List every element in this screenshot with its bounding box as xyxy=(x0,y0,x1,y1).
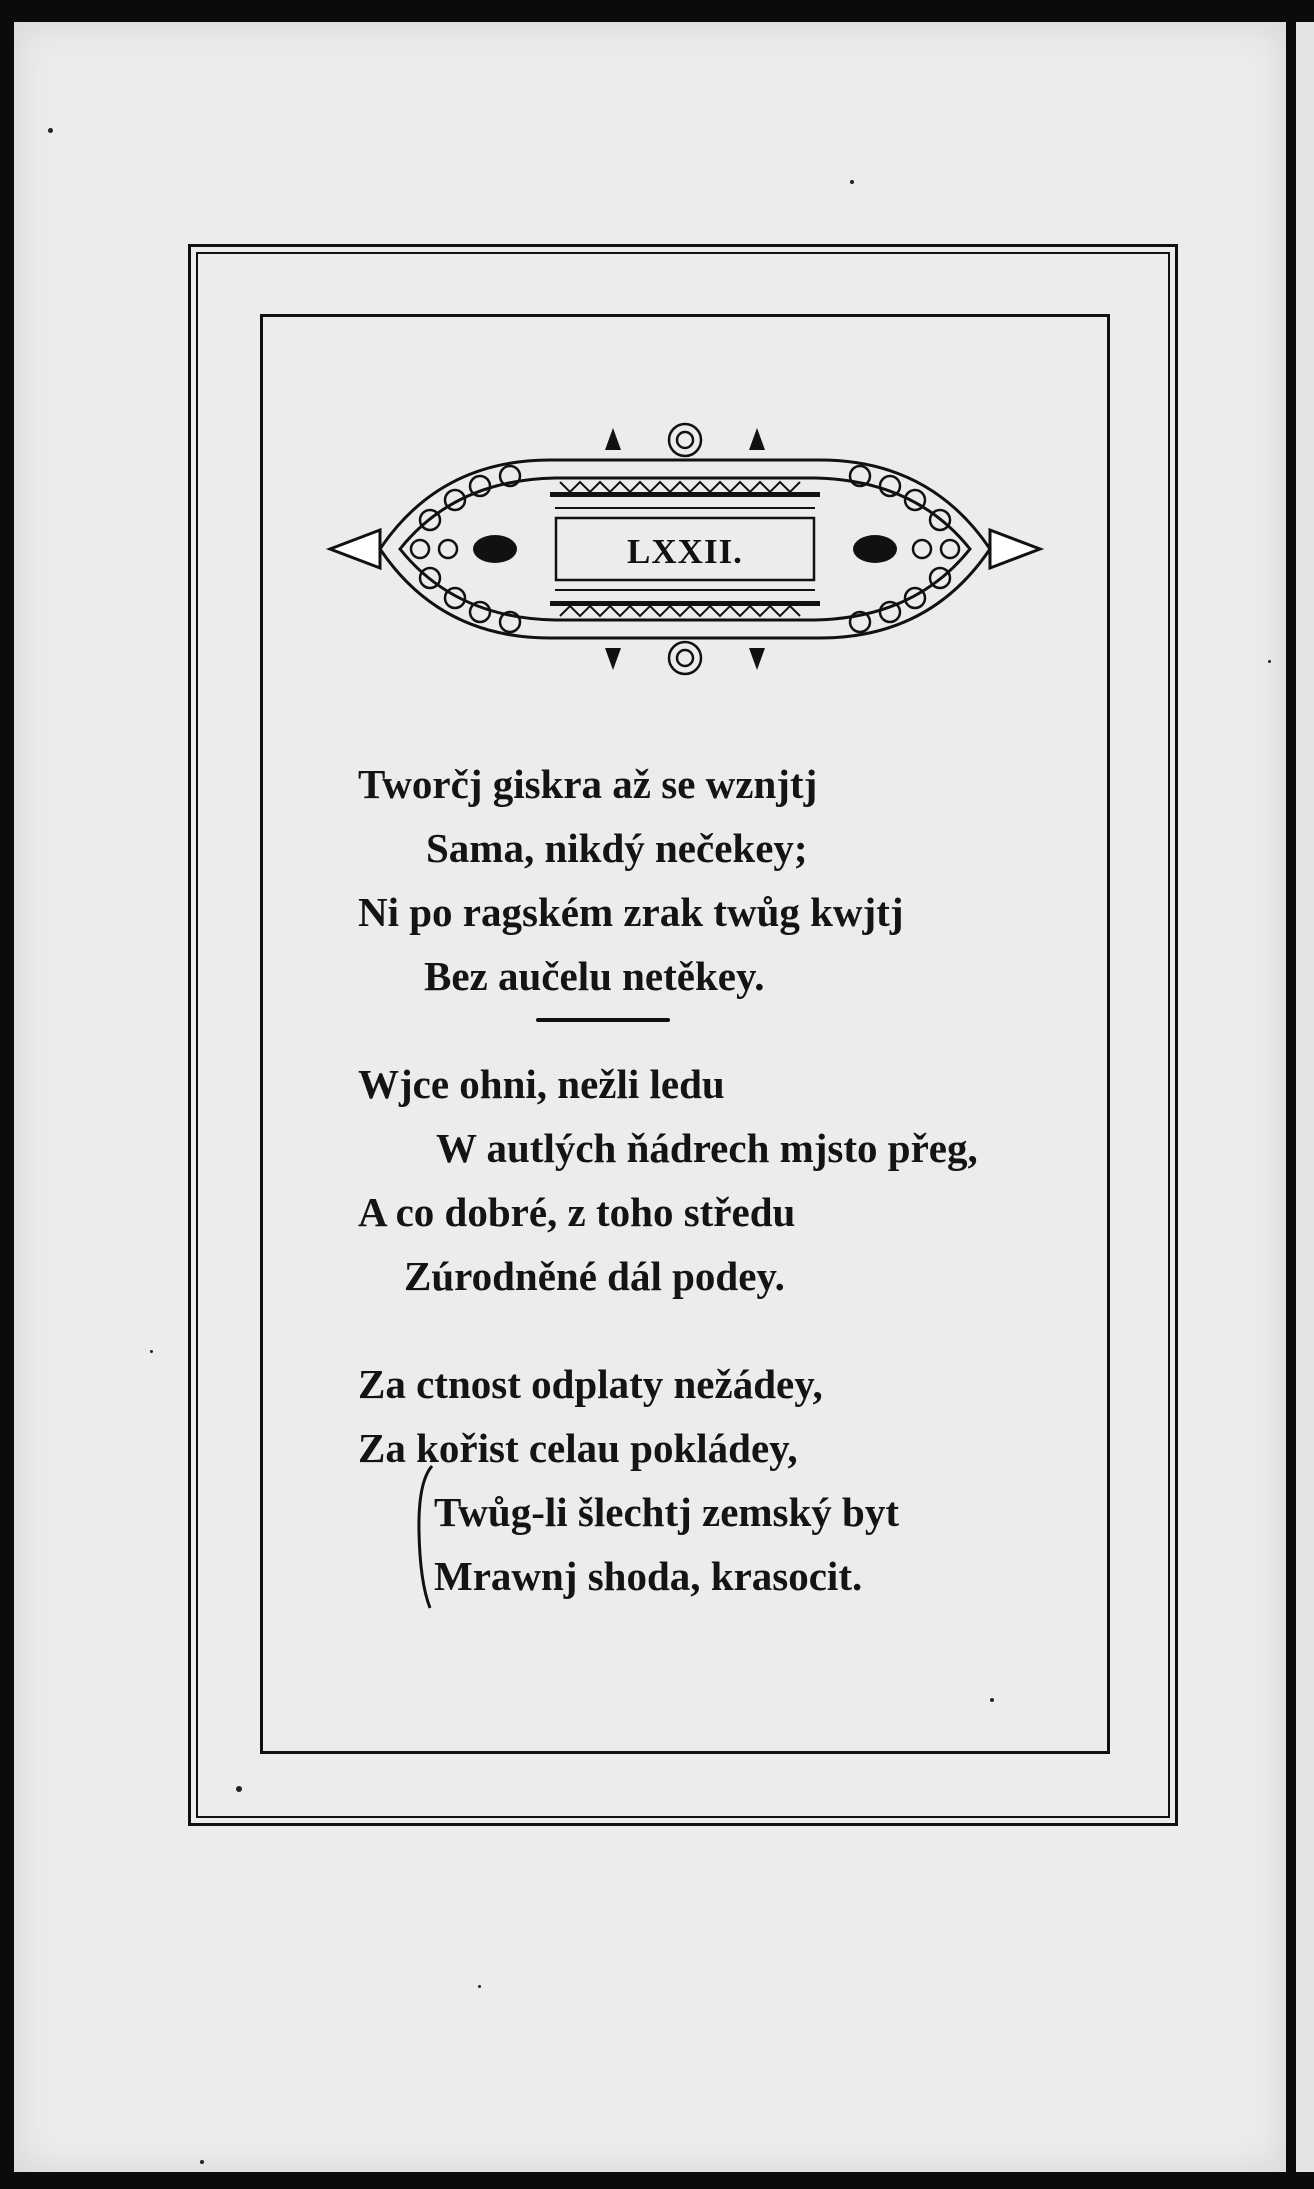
poem-line: W autlých ňádrech mjsto přeg, xyxy=(436,1125,978,1171)
poem-line: Wjce ohni, nežli ledu xyxy=(358,1061,725,1107)
poem-line: Tworčj giskra až se wznjtj xyxy=(358,761,818,807)
paper-speck xyxy=(150,1350,153,1353)
paper-speck xyxy=(48,128,53,133)
chapter-number: LXXII. xyxy=(627,532,743,571)
paper-speck xyxy=(990,1698,994,1702)
poem-line: Twůg-li šlechtj zemský byt xyxy=(434,1489,900,1535)
poem-line: Ni po ragském zrak twůg kwjtj xyxy=(358,889,904,935)
poem-line: A co dobré, z toho středu xyxy=(358,1189,796,1235)
paper-speck xyxy=(850,180,854,184)
paper-speck xyxy=(200,2160,204,2164)
paper-speck xyxy=(1268,660,1271,663)
poem-line: Bez aučelu netěkey. xyxy=(424,953,765,999)
handwritten-bracket-icon xyxy=(414,1462,434,1612)
adjacent-page-edge xyxy=(1296,22,1314,2172)
paper-speck xyxy=(236,1786,242,1792)
poem-line: Zúrodněné dál podey. xyxy=(404,1253,785,1299)
poem-line: Za kořist celau pokládey, xyxy=(358,1425,798,1471)
poem-line: Mrawnj shoda, krasocit. xyxy=(434,1553,863,1599)
poem-line: Za ctnost odplaty nežádey, xyxy=(358,1361,823,1407)
paper-speck xyxy=(478,1985,481,1988)
poem-line: Sama, nikdý nečekey; xyxy=(426,825,808,871)
divider-rule xyxy=(536,1018,670,1022)
